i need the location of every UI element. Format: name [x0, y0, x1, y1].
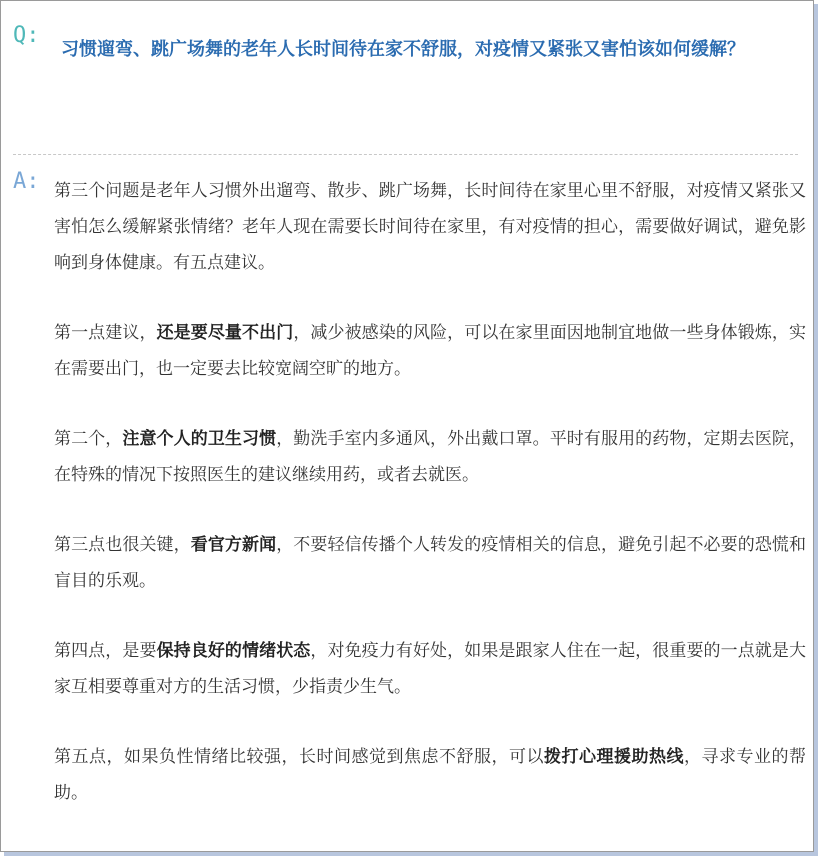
answer-body: [54, 173, 806, 845]
point-text: 第四点，是要: [54, 641, 157, 661]
answer-point-5: [54, 739, 806, 811]
point-text: ，不要轻信传播个人转发的疫情相关的信息，避免引起不必要的恐慌和盲目的乐观。: [54, 535, 807, 591]
answer-point-1: [54, 315, 806, 387]
point-text: 第五点，如果负性情绪比较强，长时间感觉到焦虑不舒服，可以: [54, 747, 544, 767]
answer-point-4: [54, 633, 806, 705]
question-text: 习惯遛弯、跳广场舞的老年人长时间待在家不舒服，对疫情又紧张又害怕该如何缓解？: [61, 39, 745, 60]
answer-intro: 第三个问题是老年人习惯外出遛弯、散步、跳广场舞，长时间待在家里心里不舒服，对疫情又紧张又害怕怎么缓解紧张情绪？老年人现在需要长时间待在家里，有对疫情的担心，需要做好调试，避免影响到身体健康。有五点建议。: [54, 181, 806, 273]
point-text: 第一点建议，: [54, 323, 157, 343]
point-text: 第三点也很关键，: [54, 535, 191, 555]
question-label: Q:: [13, 23, 40, 48]
point-highlight: 注意个人的卫生习惯: [122, 429, 277, 449]
point-highlight: 拨打心理援助热线: [544, 747, 684, 767]
point-highlight: 看官方新闻: [190, 535, 277, 555]
point-highlight: 还是要尽量不出门: [156, 323, 294, 343]
answer-point-2: [54, 421, 806, 493]
point-text: ，减少被感染的风险，可以在家里面因地制宜地做一些身体锻炼，实在需要出门，也一定要去比较宽阔空旷的地方。: [54, 323, 807, 379]
point-text: ，对免疫力有好处，如果是跟家人住在一起，很重要的一点就是大家互相要尊重对方的生活习惯，少指责少生气。: [54, 641, 807, 697]
point-text: ，寻求专业的帮助。: [54, 747, 806, 803]
answer-label: A:: [13, 169, 40, 194]
answer-point-3: [54, 527, 806, 599]
point-highlight: 保持良好的情绪状态: [156, 641, 311, 661]
divider: [13, 154, 798, 155]
point-text: ，勤洗手室内多通风，外出戴口罩。平时有服用的药物，定期去医院，在特殊的情况下按照医生的建议继续用药，或者去就医。: [54, 429, 807, 485]
point-text: 第二个，: [54, 429, 123, 449]
